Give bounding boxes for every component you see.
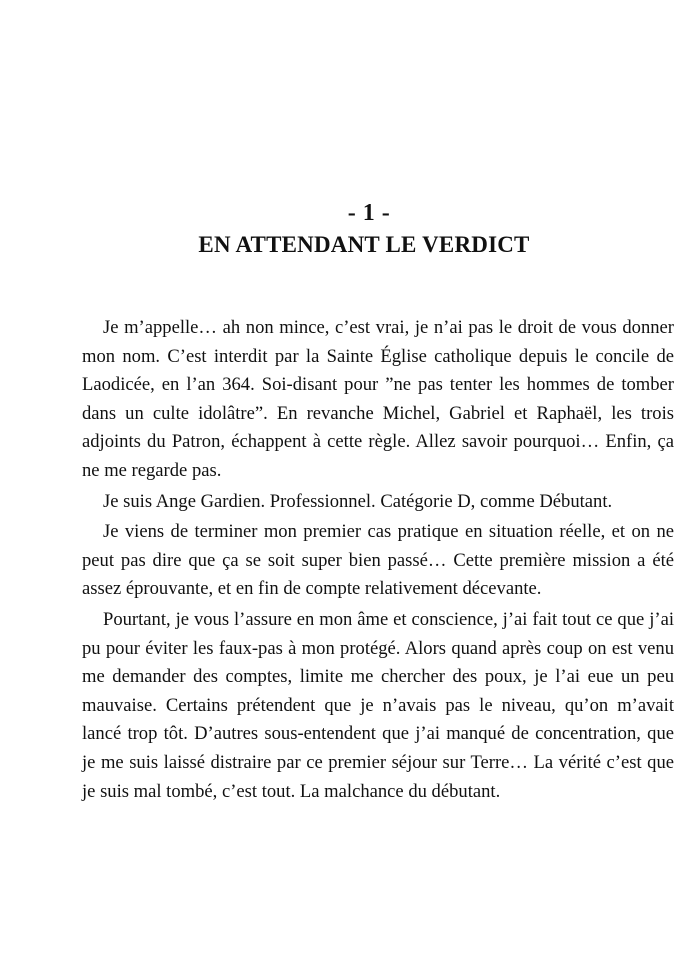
paragraph: Je viens de terminer mon premier cas pratique en situation réelle, et on ne peut pas dire que ça se soit super bien passé… Cette première mission a été assez éprouvante, et en fin de compte relativement décevante. — [82, 521, 674, 600]
paragraph: Pourtant, je vous l’assure en mon âme et conscience, j’ai fait tout ce que j’ai pu pour éviter les faux-pas à mon protégé. Alors quand après coup on est venu me demander des comptes, limite me chercher des poux, je l’ai eue un peu mauvaise. Certains prétendent que je n’avais pas le niveau, qu’on m’avait lancé trop tôt. D’autres sous-entendent que j’ai manqué de concentration, que je me suis laissé distraire par ce premier séjour sur Terre… La vérité c’est que je suis mal tombé, c’est tout. La malchance du débutant. — [82, 608, 674, 802]
chapter-number: - 1 - — [347, 200, 391, 226]
paragraph: Je m’appelle… ah non mince, c’est vrai, je n’ai pas le droit de vous donner mon nom. C’est interdit par la Sainte Église catholique depuis le concile de Laodicée, en l’an 364. Soi-disant pour ”ne pas tenter les hommes de tomber dans un culte idolâtre”. En revanche Michel, Gabriel et Raphaël, les trois adjoints du Patron, échappent à cette règle. Allez savoir pourquoi… Enfin, ça ne me regarde pas. — [82, 317, 674, 481]
chapter-title: EN ATTENDANT LE VERDICT — [198, 232, 530, 257]
paragraph: Je suis Ange Gardien. Professionnel. Catégorie D, comme Débutant. — [103, 490, 613, 512]
chapter-body — [82, 314, 674, 806]
